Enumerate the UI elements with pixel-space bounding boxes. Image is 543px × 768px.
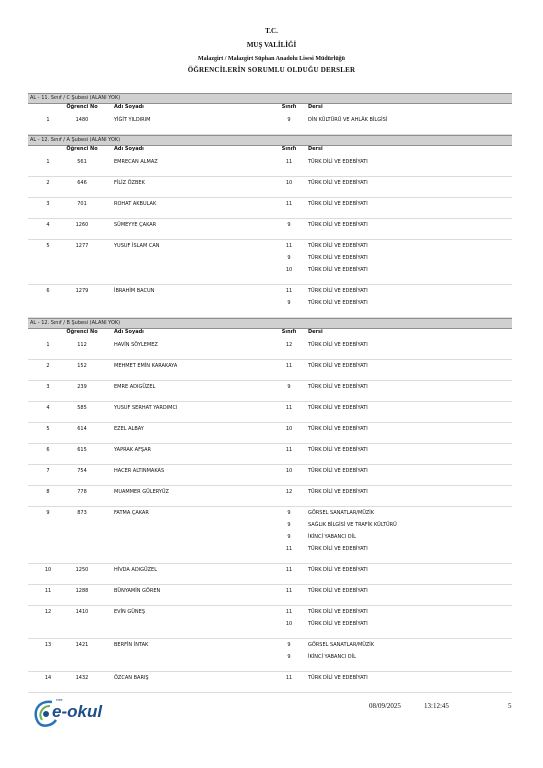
course-name: GÖRSEL SANATLAR/MÜZİK xyxy=(308,510,375,516)
student-number: 585 xyxy=(77,405,87,411)
row-main-line xyxy=(28,639,512,651)
course-name: TÜRK DİLİ VE EDEBİYATI xyxy=(308,255,368,261)
row-course-line xyxy=(28,297,512,309)
row-index: 6 xyxy=(46,447,50,453)
student-name: EMRE ADIGÜZEL xyxy=(114,384,156,390)
course-grade: 12 xyxy=(285,342,293,348)
student-name: YİĞİT YILDIRIM xyxy=(114,117,151,123)
course-name: TÜRK DİLİ VE EDEBİYATI xyxy=(308,267,368,273)
col-header-sinif: Sınıfı xyxy=(281,104,297,110)
row-main-line xyxy=(28,198,512,210)
table-row xyxy=(28,606,512,639)
course-grade: 9 xyxy=(287,255,291,261)
course-name: TÜRK DİLİ VE EDEBİYATI xyxy=(308,567,368,573)
student-number: 1279 xyxy=(75,288,89,294)
row-index: 14 xyxy=(44,675,52,681)
course-name: TÜRK DİLİ VE EDEBİYATI xyxy=(308,201,368,207)
row-index: 8 xyxy=(46,489,50,495)
course-grade: 9 xyxy=(287,300,291,306)
student-number: 778 xyxy=(77,489,87,495)
course-name: TÜRK DİLİ VE EDEBİYATI xyxy=(308,675,368,681)
table-row xyxy=(28,219,512,240)
student-number: 1432 xyxy=(75,675,89,681)
row-course-line xyxy=(28,531,512,543)
col-header-sinif: Sınıfı xyxy=(281,146,297,152)
student-name: İBRAHİM BACUN xyxy=(114,288,155,294)
column-header-row xyxy=(28,329,512,339)
course-grade: 11 xyxy=(285,363,293,369)
course-name: TÜRK DİLİ VE EDEBİYATI xyxy=(308,489,368,495)
student-number: 112 xyxy=(77,342,87,348)
student-number: 1480 xyxy=(75,117,89,123)
student-name: SÜMEYYE ÇAKAR xyxy=(114,222,157,228)
logo-text: e-okul xyxy=(52,702,103,721)
table-row xyxy=(28,240,512,285)
student-name: FİLİZ ÖZBEK xyxy=(114,180,145,186)
row-main-line xyxy=(28,381,512,393)
table-row xyxy=(28,339,512,360)
course-name: TÜRK DİLİ VE EDEBİYATI xyxy=(308,384,368,390)
course-grade: 9 xyxy=(287,534,291,540)
student-name: HAVİN SÖYLEMEZ xyxy=(114,342,158,348)
row-main-line xyxy=(28,564,512,576)
col-header-name: Adı Soyadı xyxy=(114,104,144,110)
course-grade: 9 xyxy=(287,384,291,390)
header-school: Malazgirt / Malazgirt Süphan Anadolu Lisesi Müdürlüğü xyxy=(197,56,346,62)
course-grade: 12 xyxy=(285,489,293,495)
course-grade: 9 xyxy=(287,510,291,516)
student-name: HACER ALTINMAKAS xyxy=(114,468,165,474)
student-name: EMRECAN ALMAZ xyxy=(114,159,158,165)
section-header: AL - 11. Sınıf / C Şubesi (ALANI YOK) xyxy=(28,93,512,104)
student-number: 646 xyxy=(77,180,87,186)
col-header-ders: Dersi xyxy=(308,104,323,110)
col-header-no: Öğrenci No xyxy=(66,146,98,152)
course-name: TÜRK DİLİ VE EDEBİYATI xyxy=(308,468,368,474)
row-index: 5 xyxy=(46,426,50,432)
row-main-line xyxy=(28,444,512,456)
table-row xyxy=(28,423,512,444)
col-header-ders: Dersi xyxy=(308,329,323,335)
column-header-row xyxy=(28,146,512,156)
section-header: AL - 12. Sınıf / B Şubesi (ALANI YOK) xyxy=(28,318,512,329)
student-name: BERFİN İNTAK xyxy=(114,642,149,648)
col-header-no: Öğrenci No xyxy=(66,104,98,110)
course-grade: 11 xyxy=(285,588,293,594)
row-index: 12 xyxy=(44,609,52,615)
student-name: YAPRAK AFŞAR xyxy=(114,447,152,453)
row-main-line xyxy=(28,114,512,126)
row-main-line xyxy=(28,507,512,519)
row-course-line xyxy=(28,264,512,276)
row-index: 11 xyxy=(44,588,52,594)
course-name: TÜRK DİLİ VE EDEBİYATI xyxy=(308,426,368,432)
student-name: MEHMET EMİN KARAKAYA xyxy=(114,363,178,369)
course-grade: 11 xyxy=(285,243,293,249)
row-main-line xyxy=(28,465,512,477)
table-row xyxy=(28,381,512,402)
student-name: YUSUF İSLAM CAN xyxy=(114,243,160,249)
table-row xyxy=(28,402,512,423)
row-course-line xyxy=(28,252,512,264)
row-index: 7 xyxy=(46,468,50,474)
row-main-line xyxy=(28,402,512,414)
course-grade: 11 xyxy=(285,609,293,615)
row-index: 1 xyxy=(46,342,50,348)
student-name: YUSUF SERHAT YARDIMCI xyxy=(114,405,178,411)
row-index: 10 xyxy=(44,567,52,573)
student-name: EZEL ALBAY xyxy=(114,426,144,432)
course-name: TÜRK DİLİ VE EDEBİYATI xyxy=(308,180,368,186)
course-name: TÜRK DİLİ VE EDEBİYATI xyxy=(308,363,368,369)
course-grade: 10 xyxy=(285,468,293,474)
page-title: ÖĞRENCİLERİN SORUMLU OLDUĞU DERSLER xyxy=(187,66,356,74)
course-name: SAĞLIK BİLGİSİ VE TRAFİK KÜLTÜRÜ xyxy=(308,522,397,528)
student-name: HİVDA ADIGÜZEL xyxy=(114,567,157,573)
student-number: 1250 xyxy=(75,567,89,573)
student-number: 701 xyxy=(77,201,87,207)
col-header-no: Öğrenci No xyxy=(66,329,98,335)
course-grade: 9 xyxy=(287,642,291,648)
header-province: MUŞ VALİLİĞİ xyxy=(246,41,297,49)
course-name: TÜRK DİLİ VE EDEBİYATI xyxy=(308,588,368,594)
course-name: TÜRK DİLİ VE EDEBİYATI xyxy=(308,546,368,552)
print-date: 08/09/2025 xyxy=(369,702,401,710)
course-grade: 11 xyxy=(285,201,293,207)
course-name: TÜRK DİLİ VE EDEBİYATI xyxy=(308,222,368,228)
course-name: TÜRK DİLİ VE EDEBİYATI xyxy=(308,288,368,294)
course-name: TÜRK DİLİ VE EDEBİYATI xyxy=(308,300,368,306)
course-grade: 9 xyxy=(287,522,291,528)
course-name: TÜRK DİLİ VE EDEBİYATI xyxy=(308,405,368,411)
student-name: MUAMMER GÜLERYÜZ xyxy=(114,489,169,495)
table-row xyxy=(28,360,512,381)
course-name: TÜRK DİLİ VE EDEBİYATI xyxy=(308,609,368,615)
student-name: BÜNYAMİN GÖREN xyxy=(114,588,161,594)
table-row xyxy=(28,672,512,693)
course-name: İKİNCİ YABANCI DİL xyxy=(308,654,356,660)
student-name: FATMA ÇAKAR xyxy=(114,510,149,516)
row-index: 1 xyxy=(46,159,50,165)
student-number: 754 xyxy=(77,468,87,474)
row-index: 5 xyxy=(46,243,50,249)
row-main-line xyxy=(28,606,512,618)
course-name: TÜRK DİLİ VE EDEBİYATI xyxy=(308,447,368,453)
student-number: 561 xyxy=(77,159,87,165)
section-header: AL - 12. Sınıf / A Şubesi (ALANI YOK) xyxy=(28,135,512,146)
row-course-line xyxy=(28,651,512,663)
responsible-courses-table xyxy=(28,93,512,693)
print-time: 13:12:45 xyxy=(424,702,449,710)
course-grade: 11 xyxy=(285,546,293,552)
table-row xyxy=(28,639,512,672)
course-grade: 10 xyxy=(285,621,293,627)
course-name: GÖRSEL SANATLAR/MÜZİK xyxy=(308,642,375,648)
row-index: 2 xyxy=(46,363,50,369)
col-header-name: Adı Soyadı xyxy=(114,146,144,152)
row-index: 3 xyxy=(46,201,50,207)
row-index: 4 xyxy=(46,222,50,228)
row-index: 2 xyxy=(46,180,50,186)
row-main-line xyxy=(28,219,512,231)
table-row xyxy=(28,156,512,177)
row-main-line xyxy=(28,360,512,372)
course-grade: 11 xyxy=(285,675,293,681)
row-index: 1 xyxy=(46,117,50,123)
course-grade: 10 xyxy=(285,180,293,186)
course-name: DİN KÜLTÜRÜ VE AHLÂK BİLGİSİ xyxy=(308,117,388,123)
student-number: 1288 xyxy=(75,588,89,594)
student-number: 1277 xyxy=(75,243,89,249)
student-number: 614 xyxy=(77,426,87,432)
student-name: EVİN GÜNEŞ xyxy=(114,609,145,615)
course-grade: 10 xyxy=(285,267,293,273)
header-tc: T.C. xyxy=(265,27,278,35)
course-grade: 11 xyxy=(285,405,293,411)
col-header-ders: Dersi xyxy=(308,146,323,152)
course-grade: 9 xyxy=(287,654,291,660)
row-main-line xyxy=(28,240,512,252)
student-number: 873 xyxy=(77,510,87,516)
table-row xyxy=(28,507,512,564)
eokul-logo xyxy=(30,696,110,732)
course-grade: 11 xyxy=(285,159,293,165)
course-name: İKİNCİ YABANCI DİL xyxy=(308,534,356,540)
column-header-row xyxy=(28,104,512,114)
row-main-line xyxy=(28,156,512,168)
page-number: 5 xyxy=(508,702,512,710)
table-row xyxy=(28,564,512,585)
student-name: ROHAT AKBULAK xyxy=(114,201,157,207)
course-grade: 11 xyxy=(285,288,293,294)
row-main-line xyxy=(28,339,512,351)
row-main-line xyxy=(28,285,512,297)
table-row xyxy=(28,486,512,507)
student-number: 152 xyxy=(77,363,87,369)
row-course-line xyxy=(28,543,512,555)
course-name: TÜRK DİLİ VE EDEBİYATI xyxy=(308,342,368,348)
row-index: 6 xyxy=(46,288,50,294)
course-grade: 9 xyxy=(287,117,291,123)
course-grade: 11 xyxy=(285,567,293,573)
col-header-name: Adı Soyadı xyxy=(114,329,144,335)
table-row xyxy=(28,285,512,318)
col-header-sinif: Sınıfı xyxy=(281,329,297,335)
student-name: ÖZCAN BARIŞ xyxy=(114,675,149,681)
row-index: 4 xyxy=(46,405,50,411)
row-main-line xyxy=(28,585,512,597)
course-grade: 10 xyxy=(285,426,293,432)
row-index: 9 xyxy=(46,510,50,516)
table-row xyxy=(28,114,512,135)
table-row xyxy=(28,177,512,198)
table-row xyxy=(28,585,512,606)
row-index: 13 xyxy=(44,642,52,648)
course-grade: 9 xyxy=(287,222,291,228)
course-grade: 11 xyxy=(285,447,293,453)
row-main-line xyxy=(28,423,512,435)
table-row xyxy=(28,444,512,465)
row-course-line xyxy=(28,519,512,531)
student-number: 1421 xyxy=(75,642,89,648)
student-number: 615 xyxy=(77,447,87,453)
student-number: 1410 xyxy=(75,609,89,615)
row-course-line xyxy=(28,618,512,630)
student-number: 1260 xyxy=(75,222,89,228)
row-main-line xyxy=(28,177,512,189)
row-index: 3 xyxy=(46,384,50,390)
table-row xyxy=(28,198,512,219)
row-main-line xyxy=(28,672,512,684)
course-name: TÜRK DİLİ VE EDEBİYATI xyxy=(308,159,368,165)
row-main-line xyxy=(28,486,512,498)
logo-meb-text: MEB xyxy=(56,698,63,702)
course-name: TÜRK DİLİ VE EDEBİYATI xyxy=(308,243,368,249)
student-number: 239 xyxy=(77,384,87,390)
course-name: TÜRK DİLİ VE EDEBİYATI xyxy=(308,621,368,627)
table-row xyxy=(28,465,512,486)
